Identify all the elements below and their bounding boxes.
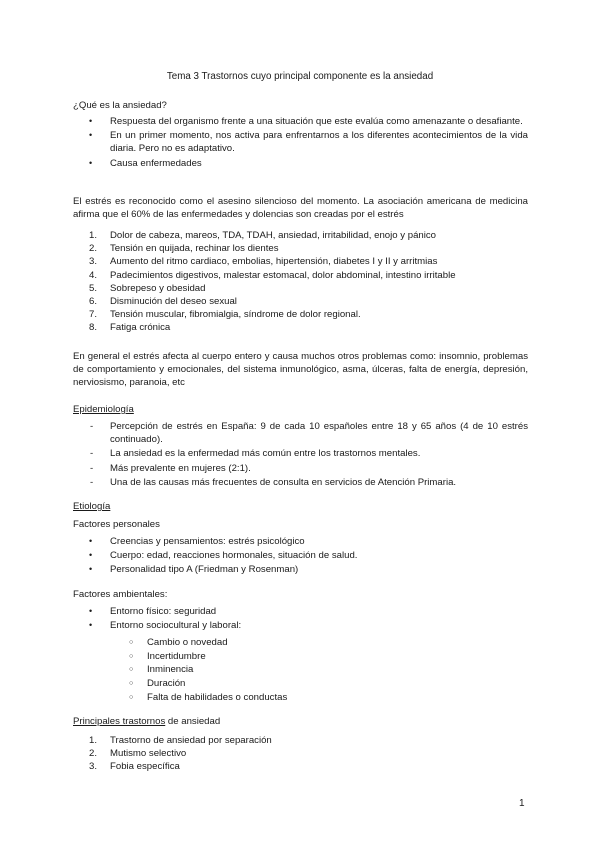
- item-text: Fobia específica: [110, 761, 180, 773]
- stress-effects-list: [73, 229, 528, 335]
- disorders-list: [73, 734, 528, 774]
- item-number: 6.: [89, 296, 98, 308]
- question-heading: ¿Qué es la ansiedad?: [73, 100, 167, 111]
- item-text: Tensión en quijada, rechinar los dientes: [110, 243, 279, 255]
- list-item: • Creencias y pensamientos: estrés psicológico: [73, 535, 528, 548]
- item-number: 1.: [89, 735, 98, 746]
- list-item: [73, 308, 528, 321]
- item-text: Dolor de cabeza, mareos, TDA, TDAH, ansiedad, irritabilidad, enojo y pánico: [110, 230, 436, 241]
- list-item: - La ansiedad es la enfermedad más común entre los trastornos mentales.: [73, 447, 528, 460]
- list-item: ○ Incertidumbre: [73, 650, 528, 663]
- list-item: [73, 295, 528, 308]
- disorders-heading-rest: de ansiedad: [165, 716, 221, 727]
- document-title: Tema 3 Trastornos cuyo principal componente es la ansiedad: [166, 71, 434, 82]
- list-item: [73, 269, 528, 282]
- item-number: 2.: [89, 748, 98, 760]
- item-text: Sobrepeso y obesidad: [110, 282, 206, 294]
- disorders-heading: [73, 715, 528, 728]
- item-number: 7.: [89, 309, 98, 321]
- personal-factors-heading: Factores personales: [73, 519, 160, 530]
- item-number: 8.: [89, 322, 98, 334]
- list-item: ○ Cambio o novedad: [73, 636, 528, 649]
- item-text: Aumento del ritmo cardiaco, embolias, hipertensión, diabetes I y II y arritmias: [110, 256, 438, 268]
- stress-summary: En general el estrés afecta al cuerpo entero y causa muchos otros problemas como: insomnio, problemas de comportamiento y emocionales, del sistema inmunológico, asma, úlceras, falta de energía, depresión, nerviosismo, paranoia, etc: [73, 351, 528, 389]
- environmental-factors-heading: Factores ambientales:: [73, 589, 168, 600]
- list-item: • Personalidad tipo A (Friedman y Rosenman): [73, 563, 528, 576]
- environmental-factors-list: [73, 605, 528, 632]
- list-item: • Entorno físico: seguridad: [73, 605, 528, 618]
- item-text: Fatiga crónica: [110, 322, 171, 334]
- stress-intro: El estrés es reconocido como el asesino silencioso del momento. La asociación americana de medicina afirma que el 60% de las enfermedades y dolencias son creadas por el estrés: [73, 196, 528, 221]
- list-item: • Entorno sociocultural y laboral:: [73, 619, 528, 632]
- list-item: [73, 760, 528, 773]
- list-item: [73, 734, 528, 747]
- item-number: 5.: [89, 282, 98, 294]
- item-text: Mutismo selectivo: [110, 748, 187, 760]
- item-number: 3.: [89, 761, 98, 773]
- item-number: 3.: [89, 256, 98, 268]
- page-number: 1: [519, 798, 525, 809]
- list-item: [73, 321, 528, 334]
- list-item: • En un primer momento, nos activa para enfrentarnos a los diferentes acontecimientos de la vida diaria. Pero no es adaptativo.: [73, 129, 528, 155]
- list-item: - Más prevalente en mujeres (2:1).: [73, 462, 528, 475]
- list-item: • Causa enfermedades: [73, 157, 528, 170]
- etiology-heading: Etiología: [73, 501, 111, 512]
- item-number: 2.: [89, 243, 98, 255]
- list-item: - Una de las causas más frecuentes de consulta en servicios de Atención Primaria.: [73, 476, 528, 489]
- item-text: Trastorno de ansiedad por separación: [110, 735, 272, 746]
- item-text: Disminución del deseo sexual: [110, 296, 237, 308]
- epidemiology-list: [73, 420, 528, 489]
- environmental-subfactors-list: [73, 636, 528, 704]
- item-text: Padecimientos digestivos, malestar estomacal, dolor abdominal, intestino irritable: [110, 269, 456, 281]
- personal-factors-list: [73, 535, 528, 577]
- list-item: [73, 229, 528, 242]
- item-number: 1.: [89, 230, 98, 241]
- epidemiology-heading: Epidemiología: [73, 404, 134, 415]
- disorders-heading-underlined: Principales trastornos: [73, 716, 166, 727]
- list-item: • Cuerpo: edad, reacciones hormonales, situación de salud.: [73, 549, 528, 562]
- list-item: [73, 747, 528, 760]
- list-item: ○ Duración: [73, 677, 528, 690]
- list-item: [73, 255, 528, 268]
- list-item: • Respuesta del organismo frente a una situación que este evalúa como amenazante o desafiante.: [73, 115, 528, 128]
- question-list: [73, 115, 528, 170]
- item-text: Tensión muscular, fibromialgia, síndrome de dolor regional.: [110, 309, 361, 321]
- list-item: [73, 282, 528, 295]
- list-item: ○ Inminencia: [73, 663, 528, 676]
- list-item: - Percepción de estrés en España: 9 de cada 10 españoles entre 18 y 65 años (4 de 10 estrés continuado).: [73, 420, 528, 446]
- list-item: ○ Falta de habilidades o conductas: [73, 691, 528, 704]
- item-number: 4.: [89, 269, 98, 281]
- list-item: [73, 242, 528, 255]
